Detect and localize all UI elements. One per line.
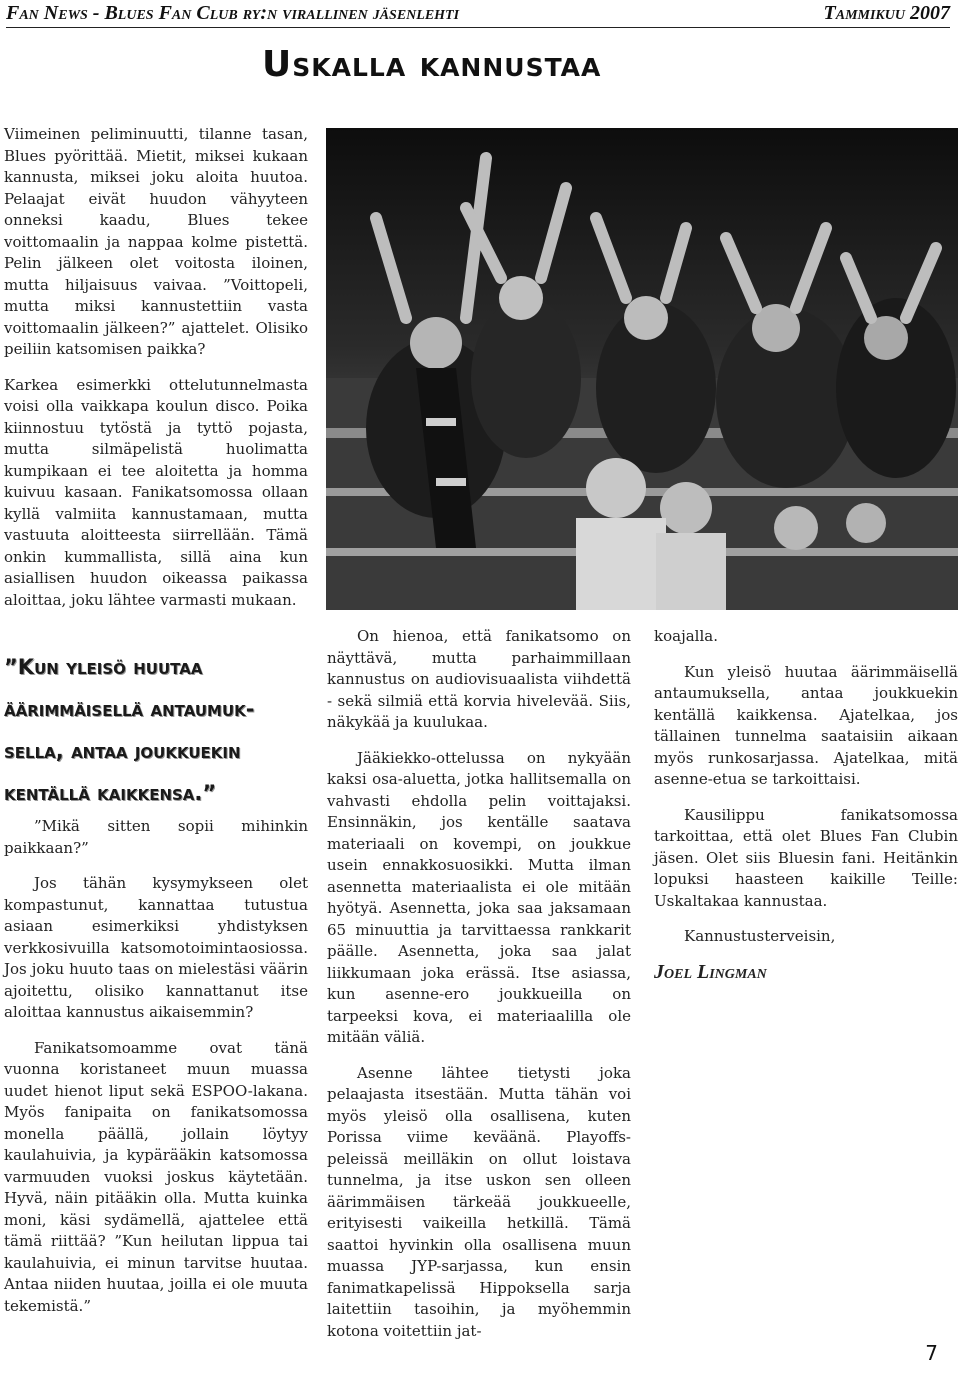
paragraph: Kun yleisö huutaa äärimmäisellä antaumuksella, antaa joukkuekin kentällä kaikkensa. Ajatelkaa, jos tällainen tunnelma saataisiin aikaan myös runkosarjassa. Ajatelkaa, mitä asenne-etua se tarkoittaisi. — [654, 662, 958, 788]
column-2 — [327, 626, 631, 1356]
pull-quote-line: ”Kun yleisö huutaa — [4, 655, 203, 679]
header-rule — [6, 27, 950, 28]
paragraph: ”Mikä sitten sopii mihinkin paikkaan?” — [4, 817, 308, 857]
paragraph: Kannustusterveisin, — [684, 927, 836, 945]
paragraph: Jääkiekko-ottelussa on nykyään kaksi osa-aluetta, jotka hallitsemalla on vahvasti ehdolla pelin voittajaksi. Ensinnäkin, jos kentälle saatava materiaali on kovempi, on joukkue usein ennakkosuosikki. Mutta ilman asennetta materiaalista ei ole mitään hyötyä. Asennetta, joka saa jaksamaan 65 minuuttia ja tarvittaessa rankkarit päälle. Asennetta, joka saa jalat liikkumaan joka erässä. Itse asiassa, kun asenne-ero joukkueilla on tarpeeksi kova, ei materiaalilla ole mitään väliä. — [327, 748, 631, 1046]
page-header — [6, 2, 950, 26]
pull-quote-line: sella, antaa joukkuekin — [4, 739, 241, 763]
paragraph: Kausilippu fanikatsomossa tarkoittaa, että olet Blues Fan Clubin jäsen. Olet siis Bluesin fani. Heitänkin lopuksi haasteen kaikille Teille: Uskaltakaa kannustaa. — [654, 805, 958, 910]
column-1-top — [4, 124, 308, 625]
article-title: Uskalla kannustaa — [262, 44, 602, 85]
pull-quote-line: kentällä kaikkensa.” — [4, 781, 217, 805]
paragraph: Fanikatsomoamme ovat tänä vuonna koristaneet muun muassa uudet hienot liput sekä ESPOO-lakana. Myös fanipaita on fanikatsomossa monella päällä, jollain löytyy kaulahuivia, ja kypärääkin katsomossa varmuuden vuoksi joskus käytetään. Hyvä, näin pitääkin olla. Mutta kuinka moni, käsi sydämellä, ajattelee että tämä riittää? ”Kun heilutan lippua tai kaulahuivia, ei minun tarvitse huutaa. Antaa niiden huutaa, joilla ei ole muuta tekemistä.” — [4, 1038, 308, 1315]
publication-title: Fan News - Blues Fan Club ry:n virallinen jäsenlehti — [6, 2, 460, 24]
paragraph: Karkea esimerkki ottelutunnelmasta voisi olla vaikkapa koulun disco. Poika kiinnostuu tytöstä ja tyttö pojasta, mutta silmäpelistä huolimatta kumpikaan ei tee aloitetta ja homma kuivuu kasaan. Fanikatsomossa ollaan kyllä valmiita kannustamaan, mutta vastuuta aloitteesta siirrellään. Tämä onkin kummallista, sillä aina kun asiallisen huudon oikeassa paikassa aloittaa, joku lähtee varmasti mukaan. — [4, 375, 308, 609]
issue-date: Tammikuu 2007 — [823, 2, 950, 24]
fans-cheering-photo — [326, 128, 958, 610]
column-1-bottom — [4, 816, 308, 1331]
paragraph: Jos tähän kysymykseen olet kompastunut, kannattaa tutustua asiaan esimerkiksi yhdistyksen verkkosivuilla katsomotoimintaosiossa. Jos joku huuto taas on mielestäsi väärin ajoitettu, olisiko kannattanut itse aloittaa kannustus aikaisemmin? — [4, 874, 308, 1021]
page-number: 7 — [925, 1341, 938, 1365]
paragraph: koajalla. — [654, 627, 718, 645]
paragraph: Asenne lähtee tietysti joka pelaajasta itsestään. Mutta tähän voi myös yleisö olla osallisena, kuten Porissa viime keväänä. Playoffs-peleissä meilläkin on ollut loistava tunnelma, ja itse uskon sen olleen äärimmäisen tärkeää joukkueelle, erityisesti vaikeilla hetkillä. Tämä saattoi hyvinkin olla osallisena muun muassa JYP-sarjassa, kun ensin fanimatkapelissä Hippoksella sarja laitettiin tasoihin, ja myöhemmin kotona voitettiin jat- — [327, 1063, 631, 1340]
paragraph: Viimeinen peliminuutti, tilanne tasan, Blues pyörittää. Mietit, miksei kukaan kannusta, miksei joku aloita huutoa. Pelaajat eivät huudon vähyyteen onneksi kaadu, Blues tekee voittomaalin ja nappaa kolme pistettä. Pelin jälkeen olet voitosta iloinen, mutta hiljaisuus vaivaa. ”Voittopeli, mutta miksi kannustettiin vasta voittomaalin jälkeen?” ajattelet. Olisiko peiliin katsomisen paikka? — [4, 125, 308, 358]
column-3 — [654, 626, 958, 983]
paragraph: On hienoa, että fanikatsomo on näyttävä, mutta parhaimmillaan kannustus on audiovisuaalista viihdettä - sekä silmiä että korvia hivelevää. Siis, näkykää ja kuulukaa. — [327, 627, 631, 731]
pull-quote-line: äärimmäisellä antaumuk- — [4, 697, 255, 721]
pull-quote — [4, 646, 304, 814]
author-name: Joel Lingman — [654, 960, 767, 983]
